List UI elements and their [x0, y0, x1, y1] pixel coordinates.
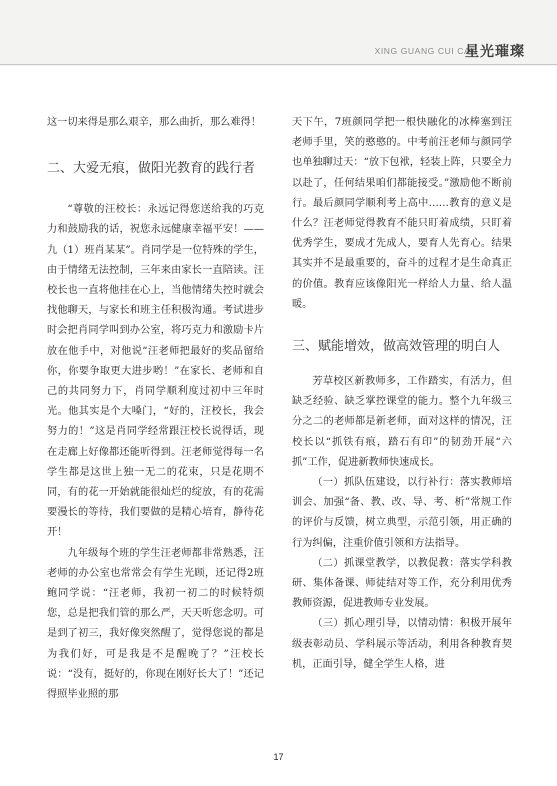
paragraph-item-2: （二）抓课堂教学，以教促教：落实学科教研、集体备课、师徒结对等工作，充分利用优秀教师资源，促进教师专业发展。: [292, 557, 512, 610]
section-heading-3: 三、赋能增效，做高效管理的明白人: [292, 339, 501, 355]
paragraph-fangcao: 芳草校区新教师多，工作踏实，有活力，但缺乏经验、缺乏掌控课堂的能力。整个九年级三分之二的老师都是新老师，面对这样的情况，汪校长以“抓铁有痕，踏石有印”的韧劲开展“六抓”工作，促进新教师快速成长。: [292, 376, 512, 468]
left-column: [47, 113, 264, 705]
section-heading-2: 二、大爱无痕，做阳光教育的践行者: [47, 161, 256, 177]
header-pinyin: XING GUANG CUI CAN: [374, 46, 477, 56]
paragraph-item-1: （一）抓队伍建设，以行补行：落实教师培训会、加强“备、教、改、导、考、析”常规工作的评价与反馈，树立典型，示范引领，用正确的行为纠偏，注重价值引领和方法指导。: [292, 477, 512, 549]
header-divider: [0, 64, 557, 65]
paragraph-quote: “尊敬的汪校长：永远记得您送给我的巧克力和鼓励我的话，祝您永远健康幸福平安！——九（1）班肖某某”。肖同学是一位特殊的学生，由于情绪无法控制，三年来由家长一直陪读。汪校长也一直将他挂在心上，当他情绪失控时就会找他聊天，与家长和班主任积极沟通。考试进步时会把肖同学叫到办公室，将巧克力和激励卡片放在他手中，对他说“汪老师把最好的奖品留给你，你要争取更大进步哟！”在家长、老师和自己的共同努力下，肖同学顺利度过初中三年时光。他其实是个大嗓门，“好的，汪校长，我会努力的！”这是肖同学经常跟汪校长说得话，现在走廊上好像都还能听得到。汪老师觉得每一名学生都是这世上独一无二的花束，只是花期不同，有的花一开始就能很灿烂的绽放，有的花需要漫长的等待，我们要做的是精心培育，静待花开！: [47, 204, 264, 539]
paragraph-item-3: （三）抓心理引导，以情动情：积极开展年级表彰动员、学科展示等活动，利用各种教育契机，正面引导，健全学生人格，进: [292, 618, 512, 670]
paragraph-continued: 天下午，7班颜同学把一根快融化的冰棒塞到汪老师手里，笑的憨憨的。中考前汪老师与颜同学也单独聊过天：“放下包袱，轻装上阵，只要全力以赴了，任何结果咱们都能接受。”激励他不断前行。最后颜同学顺利考上高中……教育的意义是什么？汪老师觉得教育不能只盯着成绩，只盯着优秀学生，要成才先成人，要育人先育心。结果其实并不是最重要的，奋斗的过程才是生命真正的价值。教育应该像阳光一样给人力量、给人温暖。: [292, 117, 512, 310]
header-title: 星光璀璨: [465, 44, 525, 60]
paragraph-top: 这一切来得是那么艰辛，那么曲折，那么难得！: [47, 117, 261, 128]
right-column: [292, 113, 512, 675]
page-number: 17: [273, 752, 284, 762]
paragraph-ninth-grade: 九年级每个班的学生汪老师都非常熟悉，汪老师的办公室也常常会有学生光顾，还记得2班鲍同学说：“汪老师，我初一初二的时候特烦您，总是把我们管的那么严，天天听您念叨。可是到了初三，我好像突然醒了，觉得您说的都是为我们好，可是我是不是醒晚了？”汪校长说：“没有，挺好的，你现在刚好长大了！”还记得照毕业照的那: [47, 547, 264, 701]
